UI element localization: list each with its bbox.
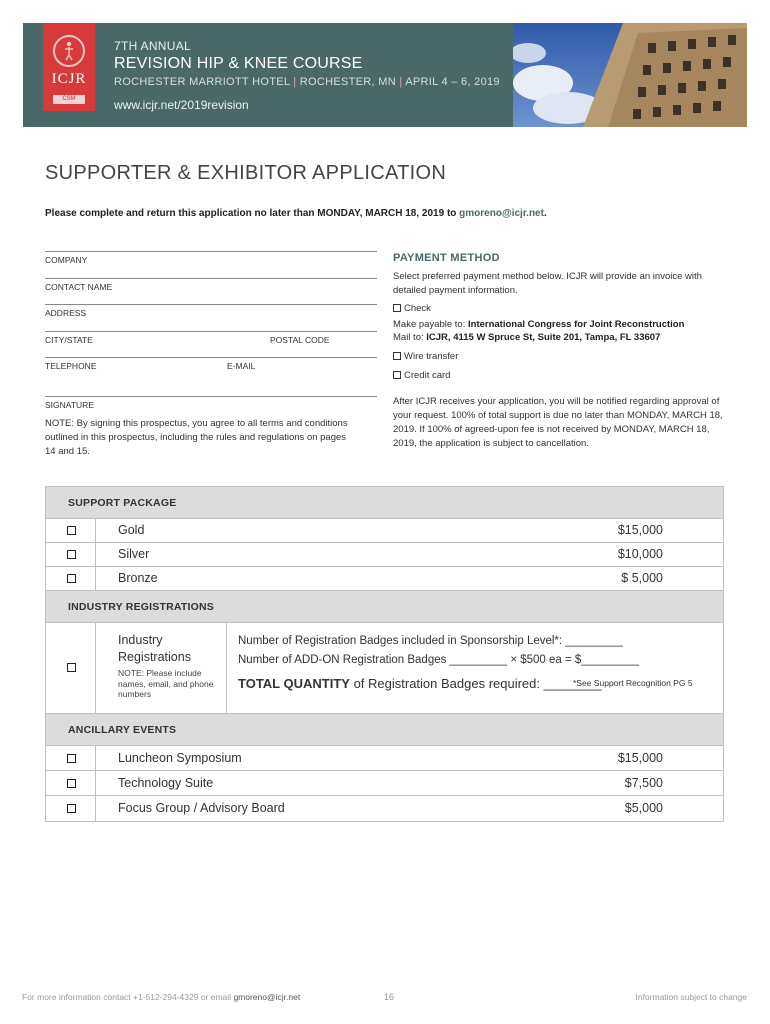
- payable-label: Make payable to:: [393, 319, 468, 330]
- checkbox-cell: [46, 746, 96, 770]
- logo-sub-bar: [53, 95, 85, 104]
- registration-row: [46, 623, 723, 714]
- support-package-header: SUPPORT PACKAGE: [46, 487, 723, 519]
- credit-option[interactable]: [393, 369, 733, 383]
- registration-checkbox[interactable]: [67, 663, 76, 672]
- footer-contact-text: For more information contact +1-512-294-4329 or email: [22, 992, 234, 1002]
- package-label: Bronze: [118, 571, 158, 585]
- mail-line: [393, 331, 733, 345]
- event-amount: $7,500: [624, 776, 663, 790]
- registration-note: NOTE: Please include names, email, and phone numbers: [118, 668, 214, 699]
- total-quantity-line[interactable]: [238, 676, 601, 691]
- industry-registrations-header: INDUSTRY REGISTRATIONS: [46, 591, 723, 623]
- mail-label: Mail to:: [393, 332, 427, 343]
- header-banner: [23, 23, 747, 127]
- silver-checkbox[interactable]: [67, 550, 76, 559]
- event-amount: $15,000: [617, 751, 663, 765]
- credit-checkbox[interactable]: [393, 371, 401, 379]
- course-url[interactable]: www.icjr.net/2019revision: [114, 98, 249, 112]
- intro-period: .: [543, 208, 547, 219]
- payment-terms: After ICJR receives your application, you will be notified regarding approval of your request. 100% of total support is due no later than MONDAY, MARCH 18, 2019. If 100% of agreed-upon fee is not received by MONDAY, MARCH 18, 2019, the application is subject to cancellation.: [393, 396, 723, 449]
- icjr-logo: [43, 23, 95, 111]
- person-icon: [64, 41, 74, 61]
- registration-label-cell: [96, 623, 227, 713]
- contact-name-label: CONTACT NAME: [45, 282, 113, 292]
- footer-email-link[interactable]: gmoreno@icjr.net: [233, 992, 301, 1002]
- venue-line: [114, 76, 500, 88]
- ancillary-events-header: ANCILLARY EVENTS: [46, 714, 723, 746]
- company-field[interactable]: [45, 251, 377, 265]
- package-amount: $15,000: [617, 523, 663, 537]
- event-amount: $5,000: [624, 801, 663, 815]
- package-label: Silver: [118, 547, 150, 561]
- included-badges-line[interactable]: Number of Registration Badges included in Sponsorship Level*: _________: [238, 635, 623, 647]
- footer-disclaimer: Information subject to change: [635, 992, 747, 1002]
- contact-name-field[interactable]: [45, 278, 377, 292]
- checkbox-cell: [46, 567, 96, 590]
- logo-text: ICJR: [51, 71, 87, 87]
- table-row: [46, 796, 723, 821]
- application-table: [45, 486, 724, 822]
- venue: ROCHESTER MARRIOTT HOTEL: [114, 76, 290, 88]
- telephone-field[interactable]: [45, 357, 227, 371]
- separator: |: [399, 76, 403, 88]
- city-state-field[interactable]: [45, 331, 270, 345]
- table-row: [46, 519, 723, 543]
- check-label: Check: [404, 303, 431, 314]
- separator: |: [293, 76, 297, 88]
- focus-group-checkbox[interactable]: [67, 804, 76, 813]
- address-label: ADDRESS: [45, 308, 87, 318]
- payable-value: International Congress for Joint Reconstruction: [468, 319, 685, 330]
- tech-suite-checkbox[interactable]: [67, 779, 76, 788]
- payment-intro: Select preferred payment method below. ICJR will provide an invoice with detailed payment information.: [393, 271, 702, 296]
- postal-code-field[interactable]: [270, 331, 377, 345]
- addon-badges-line[interactable]: Number of ADD-ON Registration Badges _________ × $500 ea = $_________: [238, 654, 639, 666]
- event-label: Luncheon Symposium: [118, 751, 242, 765]
- page-title: SUPPORTER & EXHIBITOR APPLICATION: [45, 162, 447, 184]
- total-quantity-rest: of Registration Badges required: ________: [349, 676, 602, 691]
- event-label: Technology Suite: [118, 776, 214, 790]
- support-recognition-ref: *See Support Recognition PG 5: [573, 678, 693, 688]
- checkbox-cell: [46, 771, 96, 795]
- signature-field[interactable]: [45, 396, 377, 410]
- package-amount: $ 5,000: [621, 571, 663, 585]
- gold-checkbox[interactable]: [67, 526, 76, 535]
- payable-line: [393, 318, 733, 332]
- annual-label: 7TH ANNUAL: [114, 39, 192, 53]
- table-row: [46, 567, 723, 591]
- email-label: E-MAIL: [227, 361, 256, 371]
- course-title: REVISION HIP & KNEE COURSE: [114, 55, 363, 72]
- registration-title: Industry Registrations: [118, 633, 191, 664]
- intro-text: [45, 208, 547, 219]
- city-state-label: CITY/STATE: [45, 335, 93, 345]
- email-field[interactable]: [227, 357, 377, 371]
- checkbox-cell: [46, 623, 96, 713]
- package-label: Gold: [118, 523, 145, 537]
- mail-value: ICJR, 4115 W Spruce St, Suite 201, Tampa, FL 33607: [426, 332, 661, 343]
- telephone-label: TELEPHONE: [45, 361, 97, 371]
- city: ROCHESTER, MN: [299, 76, 396, 88]
- check-option[interactable]: [393, 302, 733, 316]
- intro-email-link[interactable]: gmoreno@icjr.net: [459, 208, 544, 219]
- checkbox-cell: [46, 519, 96, 542]
- wire-option[interactable]: [393, 350, 733, 364]
- checkbox-cell: [46, 796, 96, 821]
- wire-checkbox[interactable]: [393, 352, 401, 360]
- address-field[interactable]: [45, 304, 377, 318]
- logo-sub-text: CSM: [62, 96, 76, 102]
- event-label: Focus Group / Advisory Board: [118, 801, 285, 815]
- building-photo: [513, 23, 747, 127]
- dates: APRIL 4 – 6, 2019: [405, 76, 500, 88]
- signature-label: SIGNATURE: [45, 400, 94, 410]
- credit-label: Credit card: [404, 370, 451, 381]
- table-row: [46, 543, 723, 567]
- table-row: [46, 746, 723, 771]
- signature-note: NOTE: By signing this prospectus, you agree to all terms and conditions outlined in this prospectus, including the rules and regulations on pages 14 and 15.: [45, 418, 348, 457]
- bronze-checkbox[interactable]: [67, 574, 76, 583]
- wire-label: Wire transfer: [404, 351, 459, 362]
- intro-body: Please complete and return this application no later than MONDAY, MARCH 18, 2019 to: [45, 208, 460, 219]
- checkbox-cell: [46, 543, 96, 566]
- check-checkbox[interactable]: [393, 304, 401, 312]
- package-amount: $10,000: [617, 547, 663, 561]
- total-quantity-label: TOTAL QUANTITY: [238, 676, 350, 691]
- luncheon-checkbox[interactable]: [67, 754, 76, 763]
- company-label: COMPANY: [45, 255, 88, 265]
- page-number: 16: [384, 992, 395, 1002]
- table-row: [46, 771, 723, 796]
- footer-contact: [22, 992, 300, 1002]
- postal-code-label: POSTAL CODE: [270, 335, 330, 345]
- payment-method-title: PAYMENT METHOD: [393, 252, 500, 264]
